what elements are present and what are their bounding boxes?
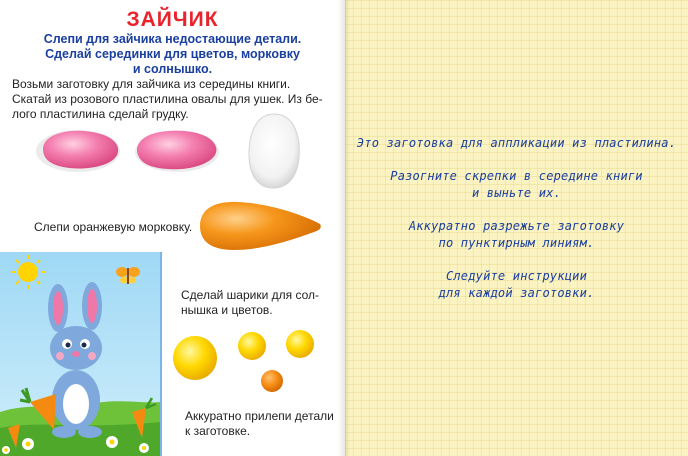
- step-1-line: лого пластилина сделай грудку.: [12, 107, 189, 121]
- step-2-text: [34, 220, 192, 235]
- step-3-line: Сделай шарики для сол-: [181, 288, 319, 302]
- step-1-line: Возьми заготовку для зайчика из середины книги.: [12, 77, 291, 91]
- step-4-line: Аккуратно прилепи детали: [185, 409, 334, 423]
- instruction-line: Аккуратно разрежьте заготовку: [408, 219, 625, 233]
- step-2-line: Слепи оранжевую морковку.: [34, 220, 193, 234]
- instruction-block: [345, 218, 688, 252]
- instruction-line: Следуйте инструкции: [445, 269, 588, 283]
- instruction-line: Разогните скрепки в середине книги: [390, 169, 643, 183]
- right-page: [345, 0, 688, 456]
- instruction-block: [345, 135, 688, 152]
- instruction-line: для каждой заготовки.: [438, 286, 595, 300]
- pink-oval-left-image: [33, 125, 123, 175]
- pink-oval-right-image: [130, 125, 222, 175]
- step-4-text: [185, 409, 334, 439]
- bunny-applique-illustration: [0, 252, 162, 456]
- subtitle-line: Сделай серединки для цветов, морковку: [45, 47, 300, 61]
- instruction-block: [345, 268, 688, 302]
- subtitle-line: и солнышко.: [132, 62, 213, 76]
- page-title: ЗАЙЧИК: [126, 8, 219, 31]
- step-3-line: нышка и цветов.: [181, 303, 273, 317]
- instructions-text: [345, 135, 688, 318]
- subtitle: [12, 32, 333, 77]
- step-3-text: [181, 288, 319, 318]
- plasticine-balls-image: [168, 326, 318, 396]
- step-1-line: Скатай из розового пластилина овалы для ушек. Из бе-: [12, 92, 323, 106]
- book-fold: [338, 0, 350, 456]
- instruction-block: [345, 168, 688, 202]
- instruction-line: по пунктирным линиям.: [438, 236, 595, 250]
- carrot-image: [194, 198, 326, 254]
- instruction-line: и выньте их.: [471, 186, 562, 200]
- step-4-line: к заготовке.: [185, 424, 251, 438]
- subtitle-line: Слепи для зайчика недостающие детали.: [43, 32, 302, 46]
- instruction-line: Это заготовка для аппликации из пластилина.: [356, 136, 677, 150]
- white-oval-image: [243, 110, 305, 192]
